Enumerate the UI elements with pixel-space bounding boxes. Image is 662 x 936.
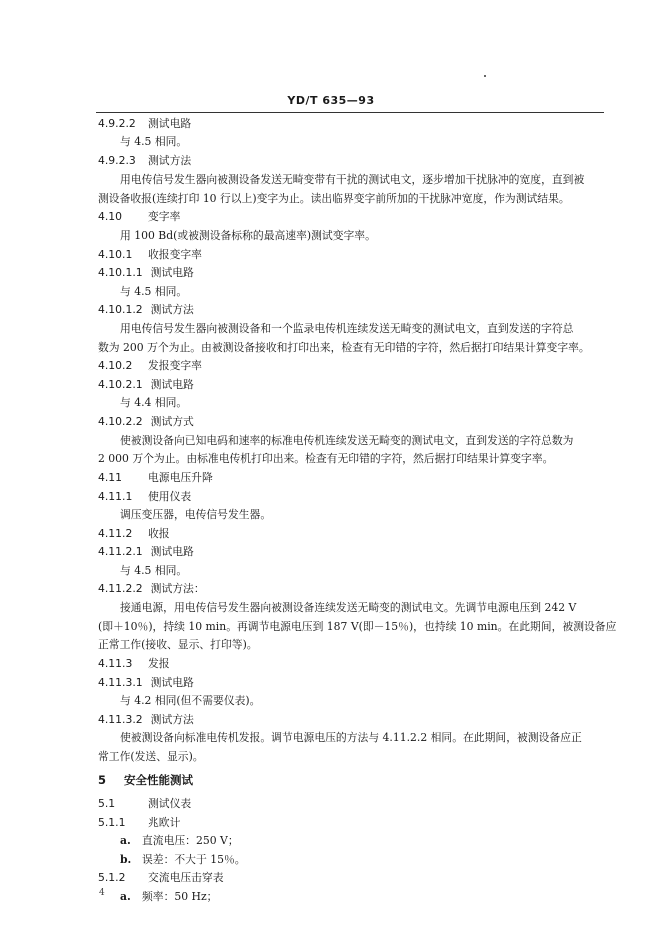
clause-number: 4.10.1.1 [98,266,143,279]
clause-heading [98,713,194,727]
line-text: 收报变字率 [148,248,202,261]
paragraph-line [120,135,187,149]
line-text: 发报 [148,657,170,670]
list-item [120,834,239,848]
clause-heading [98,210,180,224]
paragraph-line [98,638,258,652]
clause-number: 4.10.2.2 [98,415,143,428]
clause-number: 4.10.2.1 [98,378,143,391]
line-text: 常工作(发送、显示)。 [98,750,204,763]
paragraph-line [120,508,271,522]
clause-number: 5.1.2 [98,871,126,884]
clause-heading [98,797,191,811]
line-text: 调压变压器，电传信号发生器。 [120,508,272,521]
clause-heading [98,117,191,131]
line-text: 测试电路 [150,676,194,689]
list-item [120,853,246,867]
paragraph-line [120,229,376,243]
line-text: 测试方法： [150,582,205,595]
paragraph-line [120,434,573,448]
line-text: 使被测设备向标准电传机发报。调节电源电压的方法与 4.11.2.2 相同。在此期间，被测设备应正 [120,731,582,744]
paragraph-line [120,564,187,578]
clause-number: 4.11.2.2 [98,582,143,595]
clause-heading [98,415,194,429]
clause-heading [98,773,193,787]
paragraph-line [98,192,570,206]
list-label: b. [120,853,132,866]
clause-heading [98,871,224,885]
header-rule [96,112,604,113]
paragraph-line [98,620,616,634]
list-item [120,890,217,904]
clause-number: 4.11.3.2 [98,713,143,726]
line-text: 与 4.4 相同。 [120,396,188,409]
line-text: 误差：不大于 15％。 [142,853,246,866]
clause-number: 4.10.1.2 [98,303,143,316]
clause-heading [98,676,194,690]
clause-number: 5.1.1 [98,816,126,829]
line-text: 安全性能测试 [124,773,193,787]
clause-heading [98,266,194,280]
clause-number: 4.10 [98,210,123,223]
line-text: 直流电压：250 V； [142,834,239,847]
line-text: 测试电路 [148,117,192,130]
line-text: 测试方法 [148,154,192,167]
clause-heading [98,471,213,485]
clause-heading [98,545,194,559]
line-text: 正常工作(接收、显示、打印等)。 [98,638,258,651]
line-text: (即＋10％)，持续 10 min。再调节电源电压到 187 V(即－15％)，也持续 10 min。在此期间，被测设备应 [98,620,617,633]
line-text: 收报 [148,527,170,540]
line-text: 使用仪表 [148,490,192,503]
line-text: 测试方法 [150,713,194,726]
line-text: 发报变字率 [148,359,202,372]
line-text: 测试方式 [150,415,194,428]
clause-heading [98,582,205,596]
line-text: 频率：50 Hz； [142,890,218,903]
line-text: 用电传信号发生器向被测设备发送无畸变带有干扰的测试电文，逐步增加干扰脉冲的宽度，直到被 [120,173,585,186]
list-label: a. [120,834,131,847]
clause-heading [98,248,202,262]
line-text: 测试电路 [150,378,194,391]
clause-number: 4.11.3 [98,657,133,670]
clause-number: 4.9.2.3 [98,154,136,167]
line-text: 用 100 Bd(或被测设备标称的最高速率)测试变字率。 [120,229,376,242]
line-text: 测试电路 [150,545,194,558]
line-text: 2 000 万个为止。由标准电传机打印出来。检查有无印错的字符，然后据打印结果计算变字率。 [98,452,554,465]
line-text: 与 4.5 相同。 [120,285,188,298]
clause-number: 4.11.2 [98,527,133,540]
paragraph-line [120,731,582,745]
scan-speck [484,75,486,77]
clause-heading [98,527,170,541]
paragraph-line [98,452,553,466]
line-text: 兆欧计 [148,816,181,829]
running-header: YD/T 635—93 [287,94,375,107]
paragraph-line [120,322,573,336]
clause-heading [98,657,170,671]
line-text: 与 4.2 相同(但不需要仪表)。 [120,694,261,707]
list-label: a. [120,890,131,903]
clause-heading [98,378,194,392]
line-text: 测试电路 [150,266,194,279]
paragraph-line [120,396,187,410]
clause-number: 5.1 [98,797,116,810]
clause-heading [98,303,194,317]
paragraph-line [98,750,204,764]
line-text: 交流电压击穿表 [148,871,224,884]
paragraph-line [120,694,260,708]
line-text: 测设备收报(连续打印 10 行以上)变字为止。读出临界变字前所加的干扰脉冲宽度，作为测试结果。 [98,192,570,205]
clause-number: 4.9.2.2 [98,117,136,130]
line-text: 测试仪表 [148,797,192,810]
clause-number: 4.10.2 [98,359,133,372]
page-number: 4 [99,888,105,898]
clause-number: 4.11.1 [98,490,133,503]
clause-number: 4.11 [98,471,123,484]
clause-heading [98,816,180,830]
line-text: 数为 200 万个为止。由被测设备接收和打印出来，检查有无印错的字符，然后据打印结果计算变字率。 [98,341,590,354]
paragraph-line [120,173,584,187]
clause-heading [98,359,202,373]
line-text: 使被测设备向已知电码和速率的标准电传机连续发送无畸变的测试电文，直到发送的字符总数为 [120,434,574,447]
line-text: 变字率 [148,210,181,223]
line-text: 用电传信号发生器向被测设备和一个监录电传机连续发送无畸变的测试电文，直到发送的字符总 [120,322,574,335]
line-text: 与 4.5 相同。 [120,135,188,148]
line-text: 测试方法 [150,303,194,316]
paragraph-line [98,341,590,355]
paragraph-line [120,285,187,299]
line-text: 与 4.5 相同。 [120,564,188,577]
clause-number: 4.11.3.1 [98,676,143,689]
line-text: 电源电压升降 [148,471,213,484]
clause-heading [98,154,191,168]
paragraph-line [120,601,576,615]
clause-heading [98,490,191,504]
clause-number: 5 [98,773,107,787]
clause-number: 4.11.2.1 [98,545,143,558]
clause-number: 4.10.1 [98,248,133,261]
line-text: 接通电源，用电传信号发生器向被测设备连续发送无畸变的测试电文。先调节电源电压到 242 V [120,601,577,614]
